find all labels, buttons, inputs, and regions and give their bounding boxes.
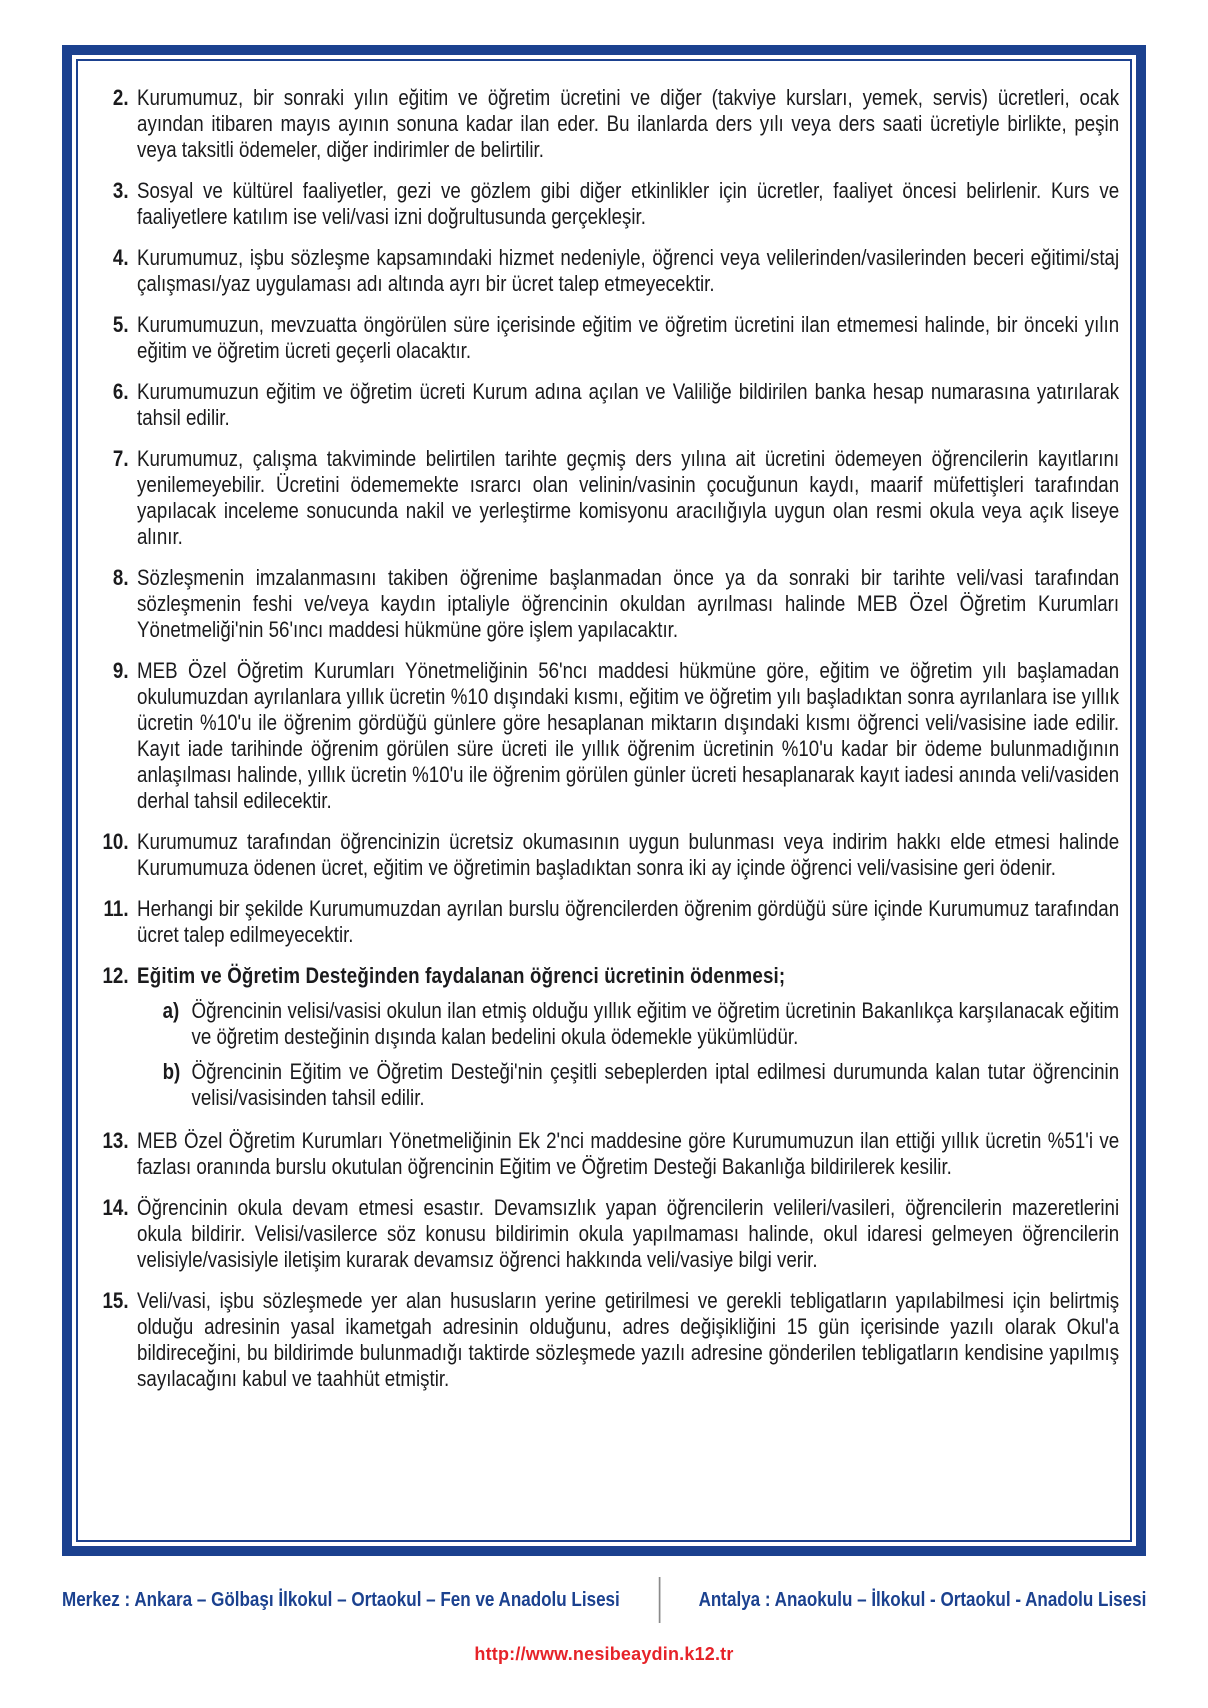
contract-inner-border xyxy=(76,59,1132,1542)
sub-item xyxy=(163,998,1120,1050)
contract-item xyxy=(86,829,1119,881)
item-number: 6. xyxy=(112,379,129,404)
contract-item xyxy=(86,896,1119,948)
contract-border-box xyxy=(62,45,1146,1556)
item-number: 5. xyxy=(112,312,129,337)
sub-item-text: Öğrencinin velisi/vasisi okulun ilan etmiş olduğu yıllık eğitim ve öğretim ücretinin Bakanlıkça karşılanacak eğitim ve öğretim desteğinin dışında kalan bedelini okula ödemekle yükümlüdür. xyxy=(191,998,1120,1049)
sub-item xyxy=(163,1059,1120,1111)
contract-item xyxy=(86,178,1119,230)
item-text xyxy=(137,245,1119,297)
item-paragraph: Kurumumuz tarafından öğrencinizin ücretsiz okumasının uygun bulunması veya indirim hakkı elde etmesi halinde Kurumumuza ödenen ücret, eğitim ve öğretimin başladıktan sonra iki ay içinde öğrenci veli/vasisine geri ödenir. xyxy=(137,829,1120,880)
item-number: 15. xyxy=(102,1288,129,1313)
contract-item xyxy=(86,1288,1119,1392)
item-paragraph: Sosyal ve kültürel faaliyetler, gezi ve gözlem gibi diğer etkinlikler için ücretler, faaliyet öncesi belirlenir. Kurs ve faaliyetlere katılım ise veli/vasi izni doğrultusunda gerçekleşir. xyxy=(137,178,1120,229)
contract-item xyxy=(86,245,1119,297)
item-number: 11. xyxy=(103,896,129,921)
item-number: 10. xyxy=(102,829,129,854)
item-paragraph: Kurumumuzun eğitim ve öğretim ücreti Kurum adına açılan ve Valiliğe bildirilen banka hesap numarasına yatırılarak tahsil edilir. xyxy=(137,379,1120,430)
campus-right-label: Antalya : Anaokulu – İlkokul - Ortaokul - Anadolu Lisesi xyxy=(698,1588,1147,1611)
item-paragraph: Kurumumuz, çalışma takviminde belirtilen tarihte geçmiş ders yılına ait ücretini ödemeyen öğrencilerin kayıtlarını yenilemeyebilir. Ücretini ödememekte ısrarcı olan velinin/vasinin çocuğunun kaydı, maarif müfettişleri tarafından yapılacak inceleme sonucunda nakil ve yerleştirme komisyonu aracılığıyla uygun olan resmi okula veya açık liseye alınır. xyxy=(137,446,1120,549)
item-paragraph: Veli/vasi, işbu sözleşmede yer alan hususların yerine getirilmesi ve gerekli tebligatların yapılabilmesi için belirtmiş olduğu adresinin yasal ikametgah adresinin olduğunu, adres değişikliğini 15 gün içerisinde yazılı olarak Okul'a bildireceğini, bu bildirimde bulunmadığı taktirde sözleşmede yazılı adresine gönderilen tebligatların kendisine yapılmış sayılacağını kabul ve taahhüt etmiştir. xyxy=(137,1288,1120,1391)
item-paragraph: Kurumumuz, bir sonraki yılın eğitim ve öğretim ücretini ve diğer (takviye kursları, yemek, servis) ücretleri, ocak ayından itibaren mayıs ayının sonuna kadar ilan eder. Bu ilanlarda ders yılı veya ders saati ücretiyle birlikte, peşin veya taksitli ödemeler, diğer indirimler de belirtilir. xyxy=(137,85,1120,162)
item-number: 4. xyxy=(112,245,129,270)
item-text xyxy=(137,312,1119,364)
contract-item xyxy=(86,963,1119,1113)
item-text xyxy=(137,829,1119,881)
item-paragraph: Öğrencinin okula devam etmesi esastır. Devamsızlık yapan öğrencilerin velileri/vasileri, öğrencilerin mazeretlerini okula bildirir. Velisi/vasilerce söz konusu bildirimin okula yapılmaması halinde, okul idaresi gelmeyen öğrencilerin velisiyle/vasisiyle iletişim kurarak devamsız öğrenci hakkında veli/vasiye bilgi verir. xyxy=(137,1195,1120,1272)
item-number: 8. xyxy=(112,565,129,590)
item-number: 13. xyxy=(102,1128,129,1153)
sub-item-text: Öğrencinin Eğitim ve Öğretim Desteği'nin çeşitli sebeplerden iptal edilmesi durumunda kalan tutar öğrencinin velisi/vasisinden tahsil edilir. xyxy=(191,1059,1120,1110)
item-paragraph: MEB Özel Öğretim Kurumları Yönetmeliğinin 56'ncı maddesi hükmüne göre, eğitim ve öğretim yılı başlamadan okulumuzdan ayrılanlara yıllık ücretin %10 dışındaki kısmı, eğitim ve öğretim yılı başladıktan sonra ayrılanlara ise yıllık ücretin %10'u ile öğrenim gördüğü günlere göre hesaplanan miktarın dışındaki kısmı öğrenci veli/vasisine iade edilir. Kayıt iade tarihinde öğrenim görülen süre ücreti ile yıllık öğrenim ücretinin %10'u kadar bir ödeme bulunmadığının anlaşılması halinde, yıllık ücretin %10'u ile öğrenim görülen günler ücreti hesaplanarak kayıt iadesi anında veli/vasiden derhal tahsil edilecektir. xyxy=(137,658,1120,813)
campus-divider-rule xyxy=(658,1577,660,1623)
campus-left-label: Merkez : Ankara – Gölbaşı İlkokul – Ortaokul – Fen ve Anadolu Lisesi xyxy=(62,1588,620,1611)
item-text xyxy=(137,85,1119,163)
contract-item xyxy=(86,446,1119,550)
item-paragraph: Eğitim ve Öğretim Desteğinden faydalanan öğrenci ücretinin ödenmesi; xyxy=(137,963,786,988)
item-text xyxy=(137,658,1119,814)
item-number: 7. xyxy=(112,446,129,471)
item-paragraph: Kurumumuzun, mevzuatta öngörülen süre içerisinde eğitim ve öğretim ücretini ilan etmemesi halinde, bir önceki yılın eğitim ve öğretim ücreti geçerli olacaktır. xyxy=(137,312,1120,363)
item-paragraph: MEB Özel Öğretim Kurumları Yönetmeliğinin Ek 2'nci maddesine göre Kurumumuzun ilan ettiği yıllık ücretin %51'i ve fazlası oranında burslu okutulan öğrencinin Eğitim ve Öğretim Desteği Bakanlığa bildirilerek kesilir. xyxy=(137,1128,1120,1179)
contract-item xyxy=(86,85,1119,163)
sub-item-marker: a) xyxy=(162,998,180,1023)
item-text xyxy=(137,896,1119,948)
contract-item xyxy=(86,658,1119,814)
item-text xyxy=(137,1128,1119,1180)
item-text xyxy=(137,379,1119,431)
item-number: 2. xyxy=(112,85,129,110)
item-number: 9. xyxy=(112,658,129,683)
contract-item xyxy=(86,312,1119,364)
contract-item xyxy=(86,1195,1119,1273)
item-text xyxy=(137,963,1119,1113)
footer-campus-line xyxy=(62,1577,1146,1623)
item-number: 12. xyxy=(102,963,129,988)
website-url: http://www.nesibeaydin.k12.tr xyxy=(474,1644,734,1664)
item-paragraph: Kurumumuz, işbu sözleşme kapsamındaki hizmet nedeniyle, öğrenci veya velilerinden/vasilerinden beceri eğitimi/staj çalışması/yaz uygulaması adı altında ayrı bir ücret talep etmeyecektir. xyxy=(137,245,1120,296)
item-paragraph: Herhangi bir şekilde Kurumumuzdan ayrılan burslu öğrencilerden öğrenim gördüğü süre içinde Kurumumuz tarafından ücret talep edilmeyecektir. xyxy=(137,896,1120,947)
item-text xyxy=(137,446,1119,550)
item-text xyxy=(137,565,1119,643)
clauses-list xyxy=(86,85,1119,1392)
item-paragraph: Sözleşmenin imzalanmasını takiben öğrenime başlanmadan önce ya da sonraki bir tarihte veli/vasi tarafından sözleşmenin feshi ve/veya kaydın iptaliyle öğrencinin okuldan ayrılması halinde MEB Özel Öğretim Kurumları Yönetmeliği'nin 56'ıncı maddesi hükmüne göre işlem yapılacaktır. xyxy=(137,565,1120,642)
item-text xyxy=(137,1195,1119,1273)
contract-item xyxy=(86,379,1119,431)
sub-item-marker: b) xyxy=(162,1059,181,1084)
contract-item xyxy=(86,1128,1119,1180)
item-number: 3. xyxy=(112,178,129,203)
contract-item xyxy=(86,565,1119,643)
item-number: 14. xyxy=(102,1195,129,1220)
item-text xyxy=(137,1288,1119,1392)
item-text xyxy=(137,178,1119,230)
